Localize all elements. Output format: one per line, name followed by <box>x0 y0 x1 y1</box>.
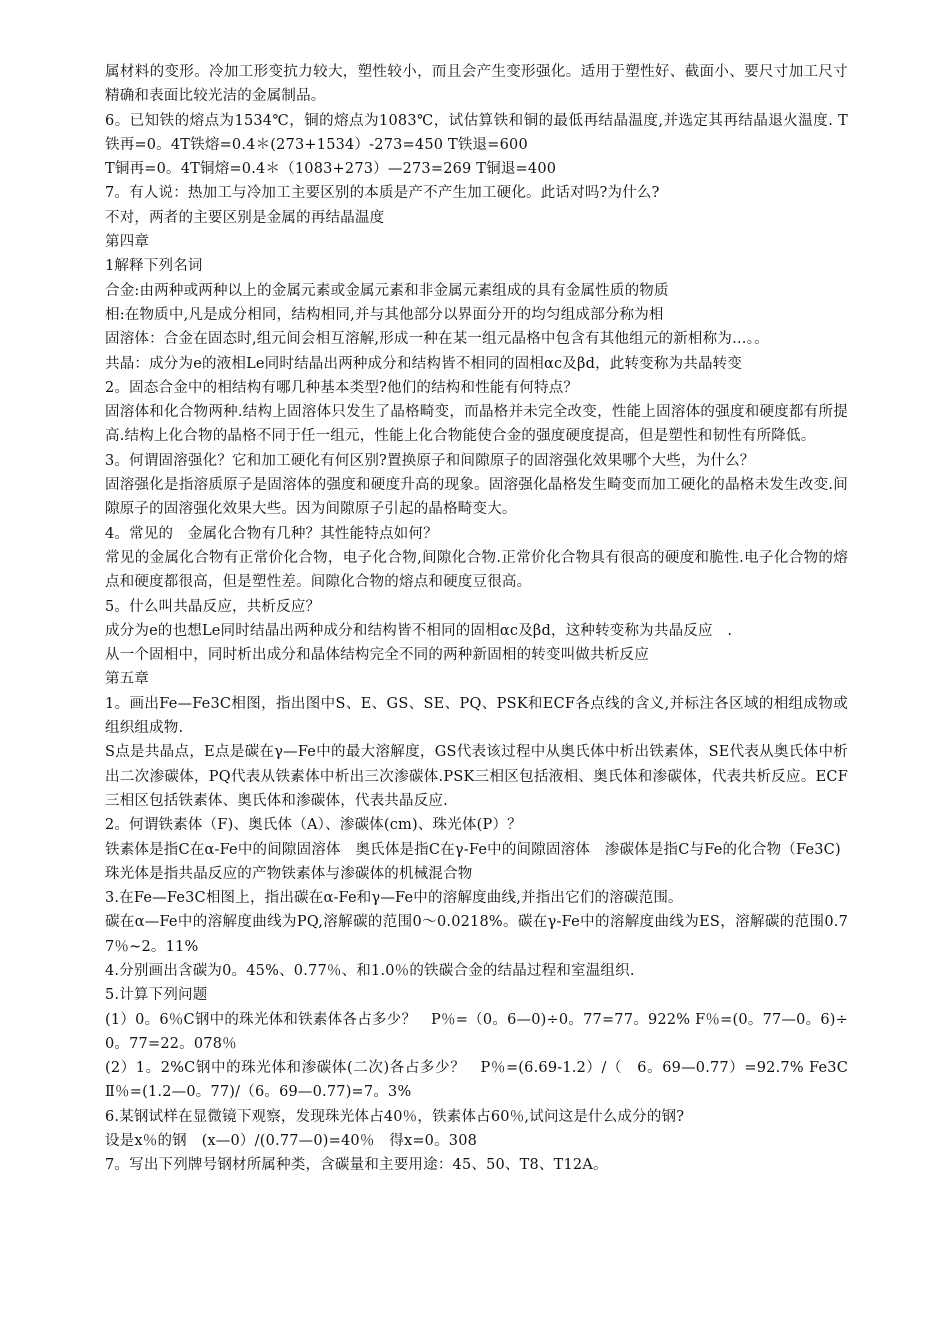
definition-phase: 相:在物质中,凡是成分相同，结构相同,并与其他部分以界面分开的均匀组成部分称为相 <box>105 306 664 323</box>
chapter-5-heading: 第五章 <box>105 671 150 688</box>
ch5-question-4: 4.分别画出含碳为0。45%、0.77％、和1.0％的铁碳合金的结晶过程和室温组织. <box>105 962 635 979</box>
ch5-answer-2: 铁素体是指C在α-Fe中的间隙固溶体 奥氏体是指C在γ-Fe中的间隙固溶体 渗碳体是指C与Fe的化合物（Fe3C) <box>105 841 841 858</box>
paragraph-cold-working: 属材料的变形。冷加工形变抗力较大，塑性较小，而且会产生变形强化。适用于塑性好、截面小、要尺寸加工尺寸精确和表面比较光洁的金属制品。 <box>105 64 848 105</box>
ch4-answer-3: 固溶强化是指溶质原子是固溶体的强度和硬度升高的现象。固溶强化晶格发生畸变而加工硬化的晶格未发生改变.间隙原子的固溶强化效果大些。因为间隙原子引起的晶格畸变大。 <box>105 477 848 518</box>
definition-solid-solution: 固溶体：合金在固态时,组元间会相互溶解,形成一种在某一组元晶格中包含有其他组元的新相称为…。。 <box>105 331 769 348</box>
ch5-question-2: 2。何谓铁素体（F)、奥氏体（A）、渗碳体(cm)、珠光体(P）？ <box>105 817 522 834</box>
ch4-answer-4: 常见的金属化合物有正常价化合物，电子化合物,间隙化合物.正常价化合物具有很高的硬度和脆性.电子化合物的熔点和硬度都很高，但是塑性差。间隙化合物的熔点和硬度豆很高。 <box>105 549 848 591</box>
ch5-answer-2-pearlite: 珠光体是指共晶反应的产物铁素体与渗碳体的机械混合物 <box>105 865 473 882</box>
ch4-answer-5-eutectic: 成分为e的也想Le同时结晶出两种成分和结构皆不相同的固相αc及βd，这种转变称为共晶反应 . <box>105 622 733 639</box>
ch4-question-5: 5。什么叫共晶反应，共析反应？ <box>105 598 321 615</box>
definition-alloy: 合金:由两种或两种以上的金属元素或金属元素和非金属元素组成的具有金属性质的物质 <box>105 282 669 299</box>
answer-7: 不对，两者的主要区别是金属的再结晶温度 <box>105 209 385 226</box>
ch5-question-3: 3.在Fe—Fe3C相图上，指出碳在α-Fe和γ—Fe中的溶解度曲线,并指出它们的溶碳范围。 <box>105 890 683 907</box>
ch4-question-2: 2。固态合金中的相结构有哪几种基本类型?他们的结构和性能有何特点？ <box>105 379 579 396</box>
ch5-question-1: 1。画出Fe—Fe3C相图，指出图中S、E、GS、SE、PQ、PSK和ECF各点线的含义,并标注各区域的相组成物或组织组成物. <box>105 695 848 737</box>
ch5-question-7: 7。写出下列牌号钢材所属种类，含碳量和主要用途：45、50、T8、T12A。 <box>105 1157 608 1174</box>
ch4-question-3: 3。何谓固溶强化？它和加工硬化有何区别?置换原子和间隙原子的固溶强化效果哪个大些，为什么？ <box>105 452 755 469</box>
ch5-answer-3: 碳在α—Fe中的溶解度曲线为PQ,溶解碳的范围0～0.0218%。碳在γ-Fe中的溶解度曲线为ES，溶解碳的范围0.77％~2。11% <box>105 914 848 955</box>
chapter-4-heading: 第四章 <box>105 234 150 251</box>
ch4-answer-2: 固溶体和化合物两种.结构上固溶体只发生了晶格畸变，而晶格并未完全改变，性能上固溶体的强度和硬度都有所提高.结构上化合物的晶格不同于任一组元，性能上化合物能使合金的强度硬度提高，但是塑性和韧性有所降低。 <box>105 404 848 445</box>
ch5-question-6: 6.某钢试样在显微镜下观察，发现珠光体占40％，铁素体占60％,试问这是什么成分的钢? <box>105 1108 685 1125</box>
ch5-calc-2: (2）1。2%C钢中的珠光体和渗碳体(二次)各占多少？ P％=(6.69-1.2）/（ 6。69—0.77）=92.7% Fe3CⅡ％=(1.2—0。77)/（6。69—0.77)=7。3% <box>105 1060 848 1101</box>
document-body <box>105 60 848 1178</box>
question-7: 7。有人说：热加工与冷加工主要区别的本质是产不产生加工硬化。此话对吗?为什么? <box>105 185 660 202</box>
ch4-answer-5-eutectoid: 从一个固相中，同时析出成分和晶体结构完全不同的两种新固相的转变叫做共析反应 <box>105 647 649 664</box>
ch5-answer-6: 设是x％的钢 (x—0）/(0.77—0)=40％ 得x=0。308 <box>105 1133 478 1150</box>
ch5-question-5: 5.计算下列问题 <box>105 987 208 1004</box>
definition-eutectic: 共晶：成分为e的液相Le同时结晶出两种成分和结构皆不相同的固相αc及βd，此转变称为共晶转变 <box>105 355 743 372</box>
ch5-answer-1: S点是共晶点，E点是碳在γ—Fe中的最大溶解度，GS代表该过程中从奥氏体中析出铁素体，SE代表从奥氏体中析出二次渗碳体，PQ代表从铁素体中析出三次渗碳体.PSK三相区包括液相、奥氏体和渗碳体，代表共析反应。ECF三相区包括铁素体、奥氏体和渗碳体，代表共晶反应. <box>105 744 848 809</box>
ch5-calc-1: (1）0。6％C钢中的珠光体和铁素体各占多少？ P％=（0。6—0)÷0。77=77。922% F％=(0。77—0。6)÷0。77=22。078％ <box>105 1011 848 1052</box>
ch4-question-4: 4。常见的 金属化合物有几种？其性能特点如何？ <box>105 525 438 542</box>
answer-6-copper: T铜再=0。4T铜熔=0.4＊（1083+273）—273=269 T铜退=400 <box>105 161 557 178</box>
question-6: 6。已知铁的熔点为1534℃，铜的熔点为1083℃，试估算铁和铜的最低再结晶温度,并选定其再结晶退火温度. T铁再=0。4T铁熔=0.4＊(273+1534）-273=450 T铁退=600 <box>105 112 848 153</box>
ch4-question-1: 1解释下列名词 <box>105 258 203 275</box>
